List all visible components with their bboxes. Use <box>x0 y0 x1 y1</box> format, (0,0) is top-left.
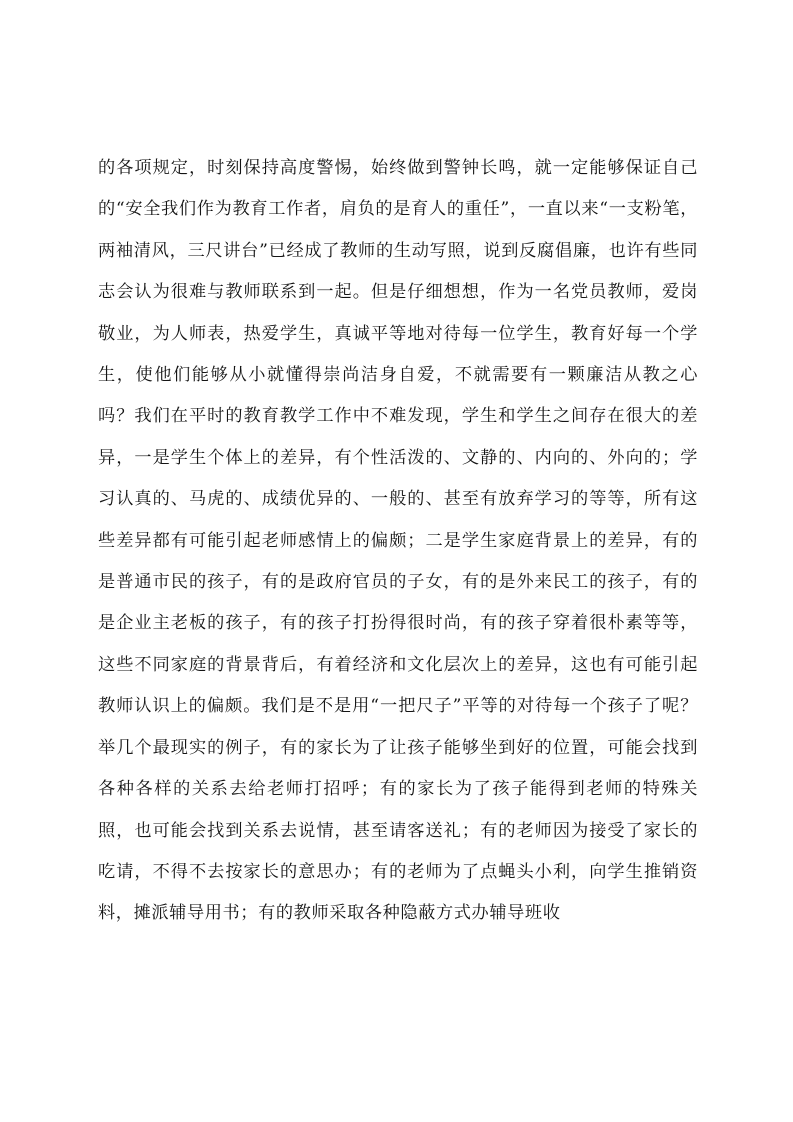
document-body <box>98 148 698 935</box>
body-paragraph: 的各项规定，时刻保持高度警惕，始终做到警钟长鸣，就一定能够保证自己的“安全我们作为教育工作者，肩负的是育人的重任”，一直以来“一支粉笔，两袖清风，三尺讲台”已经成了教师的生动写照，说到反腐倡廉，也许有些同志会认为很难与教师联系到一起。但是仔细想想，作为一名党员教师，爱岗敬业，为人师表，热爱学生，真诚平等地对待每一位学生，教育好每一个学生，使他们能够从小就懂得崇尚洁身自爱，不就需要有一颗廉洁从教之心吗？我们在平时的教育教学工作中不难发现，学生和学生之间存在很大的差异，一是学生个体上的差异，有个性活泼的、文静的、内向的、外向的；学习认真的、马虎的、成绩优异的、一般的、甚至有放弃学习的等等，所有这些差异都有可能引起老师感情上的偏颇；二是学生家庭背景上的差异，有的是普通市民的孩子，有的是政府官员的子女，有的是外来民工的孩子，有的是企业主老板的孩子，有的孩子打扮得很时尚，有的孩子穿着很朴素等等，这些不同家庭的背景背后，有着经济和文化层次上的差异，这也有可能引起教师认识上的偏颇。我们是不是用“一把尺子”平等的对待每一个孩子了呢？举几个最现实的例子，有的家长为了让孩子能够坐到好的位置，可能会找到各种各样的关系去给老师打招呼；有的家长为了孩子能得到老师的特殊关照，也可能会找到关系去说情，甚至请客送礼；有的老师因为接受了家长的吃请，不得不去按家长的意思办；有的老师为了点蝇头小利，向学生推销资料，摊派辅导用书；有的教师采取各种隐蔽方式办辅导班收 <box>98 158 698 924</box>
